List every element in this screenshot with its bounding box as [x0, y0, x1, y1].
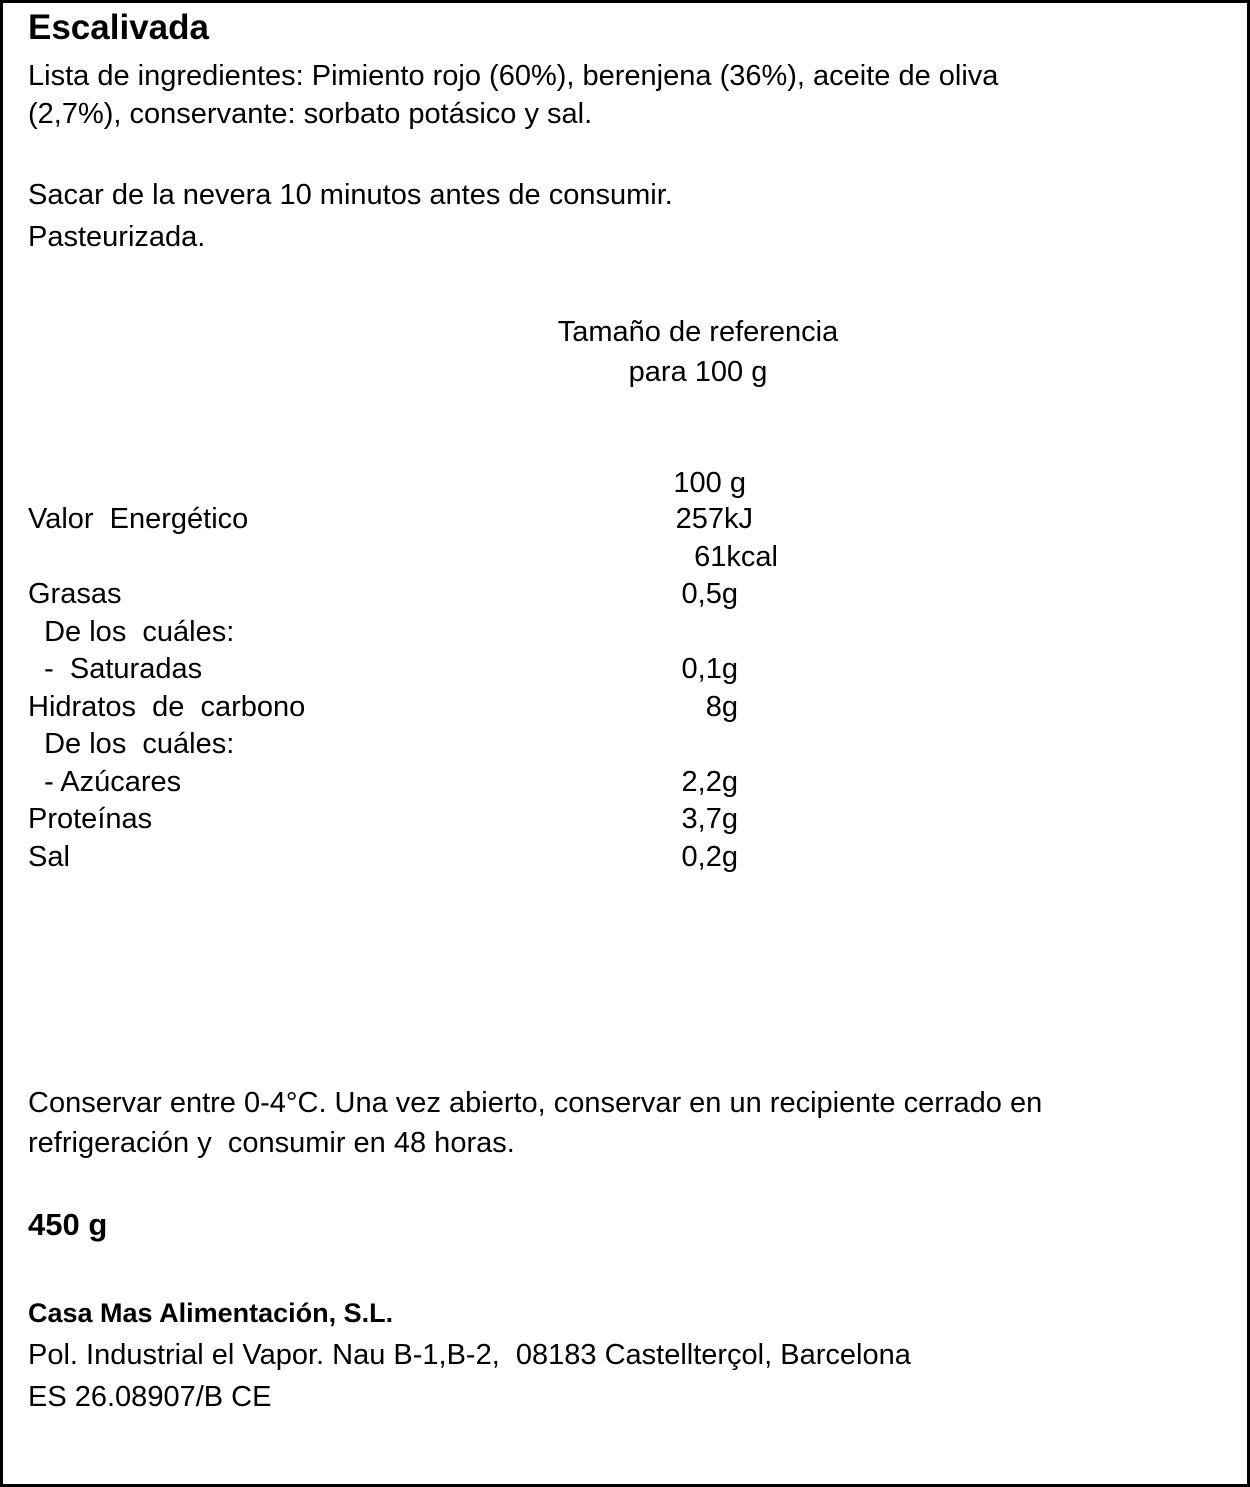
net-weight: 450 g — [28, 1207, 108, 1242]
energy-label: Valor Energético — [28, 503, 249, 535]
storage-line-1: Conservar entre 0-4°C. Una vez abierto, conservar en un recipiente cerrado en — [28, 1087, 1043, 1119]
nutrition-row-label: - Azúcares — [28, 766, 182, 798]
company-registry: ES 26.08907/B CE — [28, 1381, 272, 1413]
product-name: Escalivada — [28, 8, 209, 47]
treatment-note: Pasteurizada. — [28, 221, 206, 253]
nutrition-row-value: 0,2g — [681, 841, 738, 873]
storage-line-2: refrigeración y consumir en 48 horas. — [28, 1127, 515, 1159]
nutrition-row-label: Grasas — [28, 578, 122, 610]
usage-instruction: Sacar de la nevera 10 minutos antes de consumir. — [28, 179, 673, 211]
nutrition-row-label: De los cuáles: — [28, 728, 235, 760]
ingredients-line-1: Lista de ingredientes: Pimiento rojo (60%), berenjena (36%), aceite de oliva — [28, 60, 999, 92]
nutrition-row-value: 0,1g — [681, 653, 738, 685]
ingredients-line-2: (2,7%), conservante: sorbato potásico y sal. — [28, 98, 593, 130]
nutrition-row-label: Hidratos de carbono — [28, 691, 306, 723]
company-name: Casa Mas Alimentación, S.L. — [28, 1298, 394, 1328]
reference-size-line-2: para 100 g — [628, 356, 768, 388]
nutrition-row-label: Proteínas — [28, 803, 153, 835]
nutrition-row-value: 0,5g — [681, 578, 738, 610]
nutrition-row-label: De los cuáles: — [28, 616, 235, 648]
nutrition-row-value: 3,7g — [681, 803, 738, 835]
nutrition-row-label: - Saturadas — [28, 653, 203, 685]
reference-size-line-1: Tamaño de referencia — [557, 316, 839, 348]
energy-kj: 257kJ — [675, 503, 753, 535]
nutrition-row-value: 2,2g — [681, 766, 738, 798]
nutrition-row-label: Sal — [28, 841, 70, 873]
nutrition-row-value: 8g — [705, 691, 738, 723]
energy-kcal: 61kcal — [694, 541, 778, 573]
company-address: Pol. Industrial el Vapor. Nau B-1,B-2, 08183 Castellterçol, Barcelona — [28, 1339, 911, 1371]
nutrition-column-header: 100 g — [673, 467, 746, 499]
